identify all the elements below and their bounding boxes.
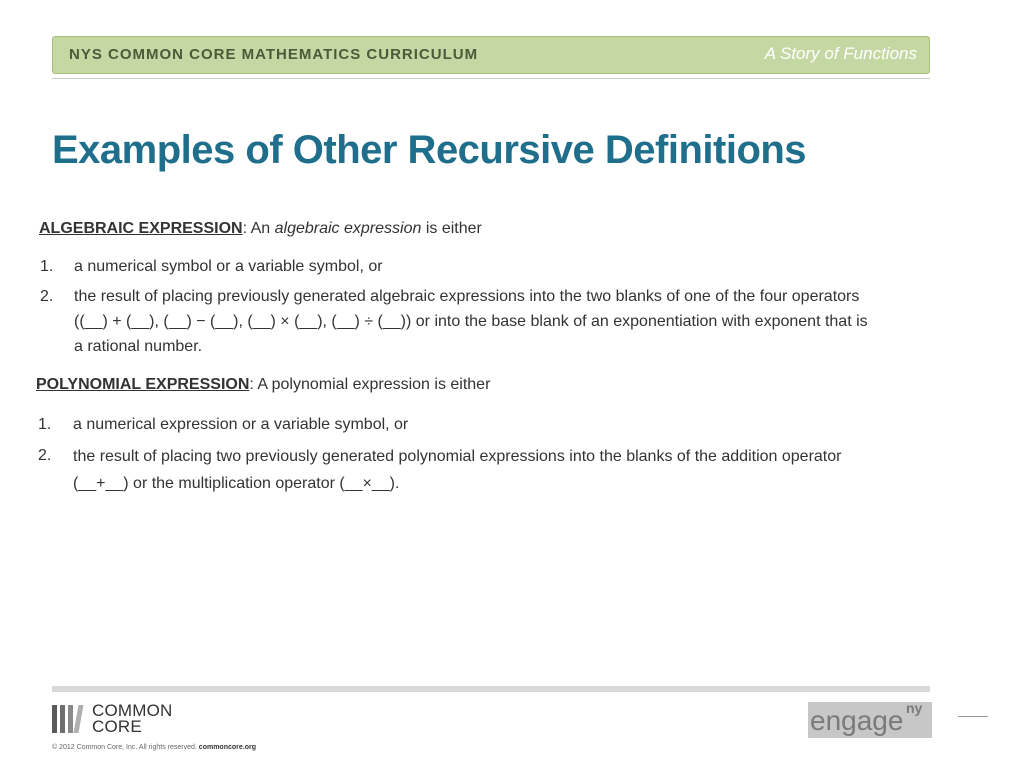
header-divider <box>52 78 930 79</box>
header-bar <box>52 36 930 74</box>
engageny-logo <box>808 702 932 738</box>
item-number: 2. <box>38 447 52 464</box>
item-text-line: a rational number. <box>74 338 203 355</box>
common-core-logo <box>52 701 192 736</box>
logo-stripe-icon <box>60 705 65 733</box>
item-text-line: the result of placing two previously generated polynomial expressions into the blanks of the addition operator <box>73 448 842 465</box>
algebraic-colon: : An <box>242 220 275 237</box>
item-text-line: ((__) + (__), (__) − (__), (__) × (__), (__) ÷ (__)) or into the base blank of an exponentiation with exponent that is <box>74 313 868 330</box>
engage-superscript: ny <box>906 700 923 716</box>
item-number: 2. <box>40 288 54 305</box>
item-text-line: the result of placing previously generated algebraic expressions into the two blanks of one of the four operators <box>74 288 860 305</box>
algebraic-definition-heading <box>39 220 482 238</box>
footer-divider <box>52 686 930 692</box>
logo-line-2: CORE <box>92 717 142 736</box>
logo-stripe-icon <box>74 705 84 733</box>
algebraic-term: ALGEBRAIC EXPRESSION <box>39 220 243 237</box>
polynomial-definition-heading <box>36 376 490 394</box>
page-title: Examples of Other Recursive Definitions <box>52 128 807 172</box>
polynomial-term: POLYNOMIAL EXPRESSION <box>36 376 250 393</box>
item-text-line: (__+__) or the multiplication operator (__×__). <box>73 475 400 492</box>
curriculum-label: NYS COMMON CORE MATHEMATICS CURRICULUM <box>69 46 479 63</box>
logo-text <box>92 703 173 735</box>
algebraic-term-italic: algebraic expression <box>274 220 422 237</box>
story-label: A Story of Functions <box>764 44 917 63</box>
item-number: 1. <box>38 416 52 433</box>
item-text: a numerical symbol or a variable symbol, or <box>74 258 383 275</box>
copyright-text <box>52 744 256 751</box>
item-number: 1. <box>40 258 54 275</box>
copyright-notice: © 2012 Common Core, Inc. All rights reserved. <box>52 744 197 751</box>
item-text: a numerical expression or a variable symbol, or <box>73 416 409 433</box>
algebraic-rest: is either <box>421 220 482 237</box>
footer-right-rule <box>958 716 988 717</box>
logo-stripe-icon <box>52 705 57 733</box>
copyright-site-link[interactable]: commoncore.org <box>198 744 256 751</box>
logo-line-1: COMMON <box>92 701 173 720</box>
engage-wordmark: engage <box>810 705 904 736</box>
polynomial-rest: : A polynomial expression is either <box>249 376 491 393</box>
logo-stripe-icon <box>68 705 73 733</box>
